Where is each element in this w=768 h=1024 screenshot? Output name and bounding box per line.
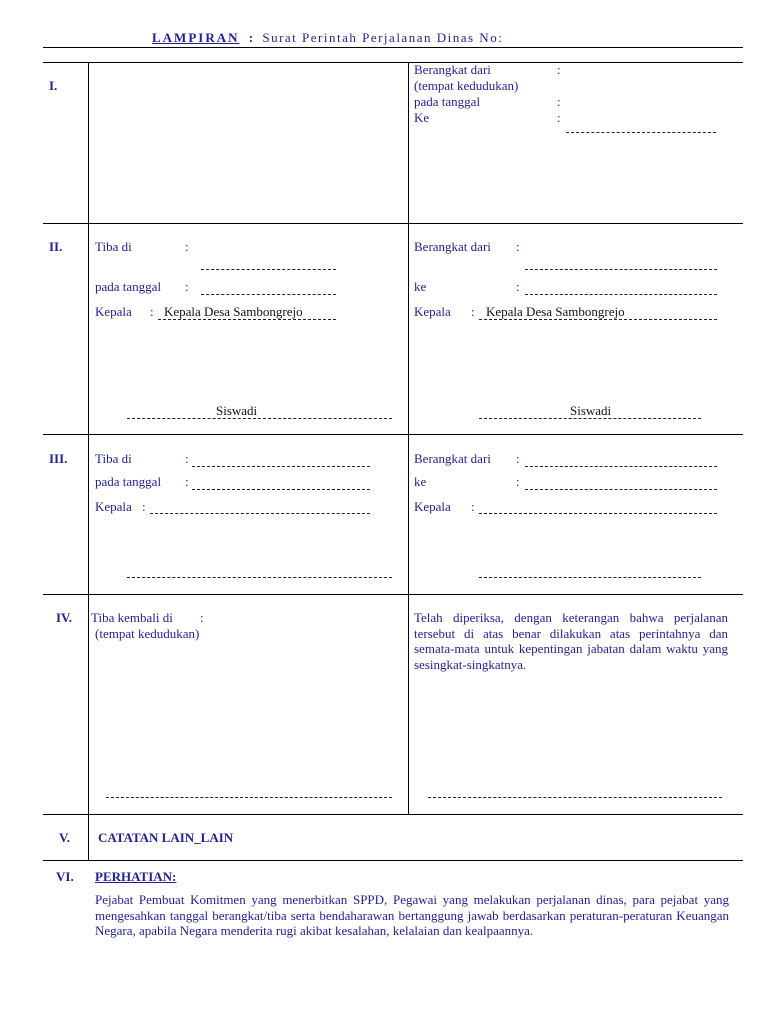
section-6-number: VI. [56,869,74,884]
s3-kepala-colon: : [142,499,146,514]
header-title [152,30,503,46]
s2-signer-left: Siswadi [216,403,258,418]
s3-ke-label: ke [414,474,427,489]
s4-tiba-kembali-colon: : [200,610,204,625]
s4-sign-line-left[interactable] [106,797,392,798]
s1-tempat-label: (tempat kedudukan) [414,78,519,93]
s3-kepala-right-line[interactable] [479,513,717,514]
s1-berangkat-colon: : [557,62,561,77]
s4-tiba-kembali-label: Tiba kembali di [91,610,173,625]
section-3-number: III. [49,451,68,466]
s3-tiba-label: Tiba di [95,451,132,466]
s3-berangkat-line[interactable] [525,466,717,467]
s4-sign-line-right[interactable] [428,797,722,798]
s1-ke-label: Ke [414,110,430,125]
row-divider-5 [43,860,743,861]
s2-tanggal-line[interactable] [201,294,336,295]
s3-kepala-line[interactable] [150,513,370,514]
row-divider-1 [43,223,743,224]
s2-berangkat-label: Berangkat dari [414,239,491,254]
s3-tanggal-line[interactable] [192,489,370,490]
row-divider-2 [43,434,743,435]
s6-body: Pejabat Pembuat Komitmen yang menerbitkan SPPD, Pegawai yang melakukan perjalanan dinas, para pejabat yang mengesahkan tanggal berangkat/tiba serta bendaharawan bertanggung jawab berdasarkan peraturan-peraturan Keuangan Negara, apabila Negara menderita rugi akibat kesalahan, kelalaian dan kealpaannya. [95,892,729,938]
section-1-number: I. [49,78,58,93]
s3-berangkat-colon: : [516,451,520,466]
s2-tanggal-label: pada tanggal [95,279,162,294]
s3-tiba-line[interactable] [192,466,370,467]
section-4-number: IV. [56,610,73,625]
s2-berangkat-colon: : [516,239,520,254]
s2-tiba-colon: : [185,239,189,254]
header-rule [43,47,743,48]
s3-tanggal-colon: : [185,474,189,489]
s3-tanggal-label: pada tanggal [95,474,162,489]
s1-tanggal-colon: : [557,94,561,109]
s3-kepala-right-label: Kepala [414,499,451,514]
s5-title: CATATAN LAIN_LAIN [98,830,234,845]
section-2-number: II. [49,239,63,254]
table-top-border [43,62,743,63]
s2-kepala-right-line[interactable] [479,319,717,320]
s1-ke-colon: : [557,110,561,125]
s3-sign-line-right[interactable] [479,577,701,578]
s2-tiba-label: Tiba di [95,239,132,254]
section-5-number: V. [59,830,70,845]
s1-tanggal-label: pada tanggal [414,94,481,109]
s2-sign-line-right[interactable] [479,418,701,419]
header-colon: : [248,30,254,45]
s3-ke-colon: : [516,474,520,489]
s2-ke-label: ke [414,279,427,294]
s3-sign-line-left[interactable] [127,577,392,578]
lampiran-label: LAMPIRAN [152,30,240,45]
s2-kepala-right-label: Kepala [414,304,451,319]
s1-ke-line[interactable] [566,132,716,133]
s2-ke-line[interactable] [525,294,717,295]
s2-sign-line-left[interactable] [127,418,392,419]
s2-kepala-value: Kepala Desa Sambongrejo [164,304,303,319]
s2-kepala-right-value: Kepala Desa Sambongrejo [486,304,625,319]
s2-tiba-line[interactable] [201,269,336,270]
s2-kepala-line[interactable] [158,319,336,320]
s2-kepala-right-colon: : [471,304,475,319]
s2-berangkat-line[interactable] [525,269,717,270]
middle-column-border [408,62,409,814]
s4-verification-note: Telah diperiksa, dengan keterangan bahwa perjalanan tersebut di atas benar dilakukan atas perintahnya dan semata-mata untuk kepentingan jabatan dalam waktu yang sesingkat-singkatnya. [414,610,728,672]
s2-kepala-label: Kepala [95,304,132,319]
row-divider-3 [43,594,743,595]
s4-tempat-label: (tempat kedudukan) [95,626,200,641]
s2-tanggal-colon: : [185,279,189,294]
s3-berangkat-label: Berangkat dari [414,451,491,466]
number-column-border [88,62,89,860]
s6-title: PERHATIAN: [95,869,177,884]
row-divider-4 [43,814,743,815]
s3-ke-line[interactable] [525,489,717,490]
s3-kepala-right-colon: : [471,499,475,514]
header-subtitle: Surat Perintah Perjalanan Dinas No: [262,30,504,45]
s1-berangkat-label: Berangkat dari [414,62,491,77]
s3-kepala-label: Kepala [95,499,132,514]
s2-signer-right: Siswadi [570,403,612,418]
s3-tiba-colon: : [185,451,189,466]
s2-kepala-colon: : [150,304,154,319]
s2-ke-colon: : [516,279,520,294]
